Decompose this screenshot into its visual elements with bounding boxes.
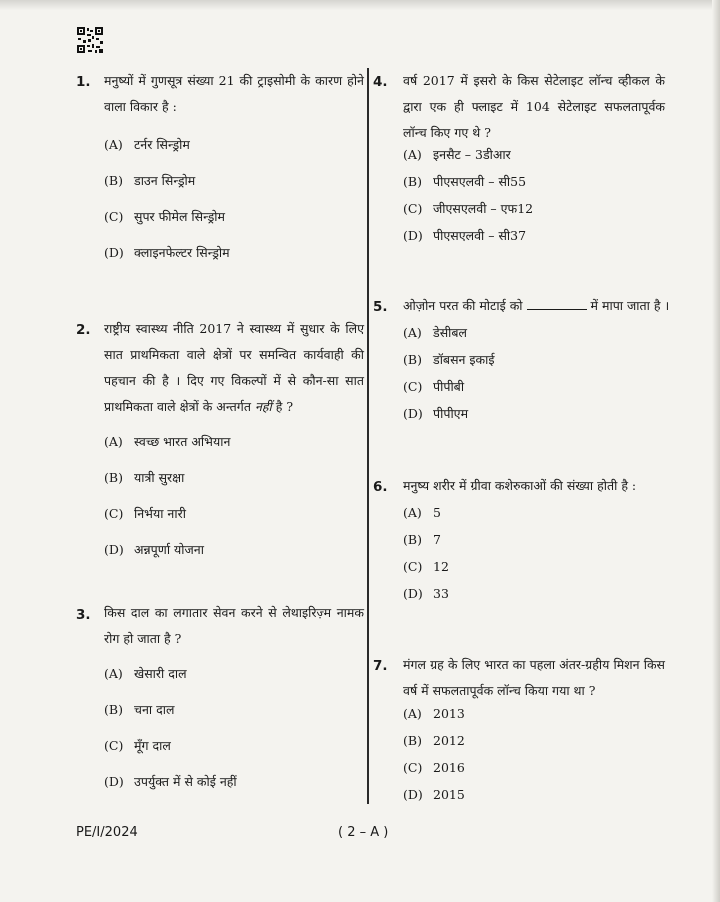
option-text: डेसीबल: [433, 325, 467, 340]
option-b[interactable]: [104, 173, 195, 189]
option-d[interactable]: [104, 542, 204, 558]
page-number: ( 2 – A ): [338, 825, 389, 840]
option-text: जीएसएलवी – एफ12: [433, 201, 534, 216]
option-d[interactable]: [403, 787, 465, 803]
option-label: (D): [403, 406, 423, 421]
option-c[interactable]: [403, 379, 464, 395]
option-text: 12: [433, 559, 449, 574]
option-b[interactable]: [403, 733, 465, 749]
option-c[interactable]: [104, 209, 225, 225]
question-number: 5.: [373, 299, 388, 315]
option-label: (B): [403, 352, 422, 367]
question-number: 1.: [76, 74, 91, 90]
option-a[interactable]: [403, 505, 441, 521]
option-label: (A): [104, 137, 123, 152]
option-label: (B): [104, 702, 123, 717]
option-label: (A): [403, 505, 422, 520]
question-text: मंगल ग्रह के लिए भारत का पहला अंतर-ग्रहीय मिशन किस वर्ष में सफलतापूर्वक लॉन्च किया गया था ?: [403, 657, 665, 698]
option-text: क्लाइनफेल्टर सिन्ड्रोम: [134, 245, 230, 260]
question-text: [104, 316, 364, 420]
option-text: मूँग दाल: [134, 738, 171, 753]
option-label: (B): [403, 532, 422, 547]
question-text-main: ओज़ोन परत की मोटाई को: [403, 298, 523, 313]
question-text: [403, 293, 673, 319]
option-label: (A): [104, 434, 123, 449]
option-text: पीएसएलवी – सी55: [433, 174, 527, 189]
option-label: (B): [104, 173, 123, 188]
question-number: 4.: [373, 74, 388, 90]
option-text: पीएसएलवी – सी37: [433, 228, 527, 243]
option-text: 2015: [433, 787, 465, 802]
question-text: मनुष्य शरीर में ग्रीवा कशेरुकाओं की संख्या होती है :: [403, 478, 637, 493]
option-c[interactable]: [403, 760, 465, 776]
option-b[interactable]: [104, 702, 174, 718]
option-text: डॉबसन इकाई: [433, 352, 495, 367]
paper-code: PE/I/2024: [76, 825, 138, 840]
option-d[interactable]: [104, 245, 230, 261]
question-text-main: राष्ट्रीय स्वास्थ्य नीति 2017 ने स्वास्थ्य में सुधार के लिए सात प्राथमिकता वाले क्षेत्रों पर समन्वित कार्यवाही की पहचान की है । दिए गए विकल्पों में से कौन-सा सात प्राथमिकता वाले क्षेत्रों के अन्तर्गत: [104, 321, 364, 414]
option-b[interactable]: [403, 352, 495, 368]
question-number: 7.: [373, 658, 388, 674]
option-label: (A): [403, 325, 422, 340]
option-text: पीपीबी: [433, 379, 465, 394]
option-b[interactable]: [403, 174, 526, 190]
column-divider: [367, 68, 369, 804]
option-text: 7: [433, 532, 441, 547]
option-text: निर्भया नारी: [134, 506, 186, 521]
option-text: चना दाल: [134, 702, 175, 717]
fill-in-blank: [527, 309, 587, 310]
option-text: 33: [433, 586, 449, 601]
option-label: (C): [403, 760, 423, 775]
option-label: (D): [403, 787, 423, 802]
option-c[interactable]: [403, 559, 449, 575]
option-label: (C): [403, 559, 423, 574]
option-label: (B): [403, 733, 422, 748]
option-a[interactable]: [104, 137, 190, 153]
option-label: (A): [104, 666, 123, 681]
question-number: 2.: [76, 322, 91, 338]
option-text: 2012: [433, 733, 465, 748]
option-text: सुपर फीमेल सिन्ड्रोम: [134, 209, 225, 224]
option-d[interactable]: [403, 228, 526, 244]
option-c[interactable]: [104, 506, 186, 522]
question-text-end: में मापा जाता है ।: [590, 298, 670, 313]
option-a[interactable]: [104, 666, 187, 682]
option-label: (C): [104, 506, 124, 521]
option-label: (B): [104, 470, 123, 485]
qr-code-icon: [76, 26, 104, 54]
option-c[interactable]: [104, 738, 171, 754]
option-text: अन्नपूर्णा योजना: [134, 542, 204, 557]
option-a[interactable]: [403, 325, 467, 341]
option-label: (B): [403, 174, 422, 189]
option-label: (D): [104, 774, 124, 789]
option-text: खेसारी दाल: [134, 666, 187, 681]
option-d[interactable]: [104, 774, 237, 790]
question-number: 3.: [76, 607, 91, 623]
option-label: (D): [104, 542, 124, 557]
option-text: 2013: [433, 706, 465, 721]
option-label: (D): [403, 586, 423, 601]
question-text-emphasis: नहीं: [254, 399, 272, 414]
option-label: (C): [403, 201, 423, 216]
page-top-shadow: [0, 0, 720, 10]
option-label: (C): [403, 379, 423, 394]
option-label: (A): [403, 147, 422, 162]
option-label: (A): [403, 706, 422, 721]
option-b[interactable]: [104, 470, 184, 486]
question-text-end: है ?: [275, 399, 294, 414]
option-a[interactable]: [403, 147, 511, 163]
option-label: (D): [104, 245, 124, 260]
page-edge-shadow: [712, 0, 720, 902]
option-b[interactable]: [403, 532, 441, 548]
question-text: किस दाल का लगातार सेवन करने से लेथाइरिज़्म नामक रोग हो जाता है ?: [104, 605, 364, 646]
option-d[interactable]: [403, 586, 449, 602]
option-text: उपर्युक्त में से कोई नहीं: [134, 774, 237, 789]
option-text: इनसैट – 3डीआर: [433, 147, 511, 162]
option-c[interactable]: [403, 201, 533, 217]
option-text: पीपीएम: [433, 406, 469, 421]
option-a[interactable]: [104, 434, 230, 450]
option-text: 2016: [433, 760, 465, 775]
option-a[interactable]: [403, 706, 465, 722]
option-label: (D): [403, 228, 423, 243]
option-label: (C): [104, 209, 124, 224]
question-text: वर्ष 2017 में इसरो के किस सेटेलाइट लॉन्च व्हीकल के द्वारा एक ही फ्लाइट में 104 सेटेलाइट सफलतापूर्वक लॉन्च किए गए थे ?: [403, 73, 665, 140]
option-label: (C): [104, 738, 124, 753]
option-text: स्वच्छ भारत अभियान: [134, 434, 231, 449]
option-text: टर्नर सिन्ड्रोम: [134, 137, 190, 152]
option-text: डाउन सिन्ड्रोम: [134, 173, 196, 188]
option-text: 5: [433, 505, 441, 520]
option-text: यात्री सुरक्षा: [134, 470, 185, 485]
option-d[interactable]: [403, 406, 468, 422]
question-text: मनुष्यों में गुणसूत्र संख्या 21 की ट्राइसोमी के कारण होने वाला विकार है :: [104, 73, 364, 114]
question-number: 6.: [373, 479, 388, 495]
